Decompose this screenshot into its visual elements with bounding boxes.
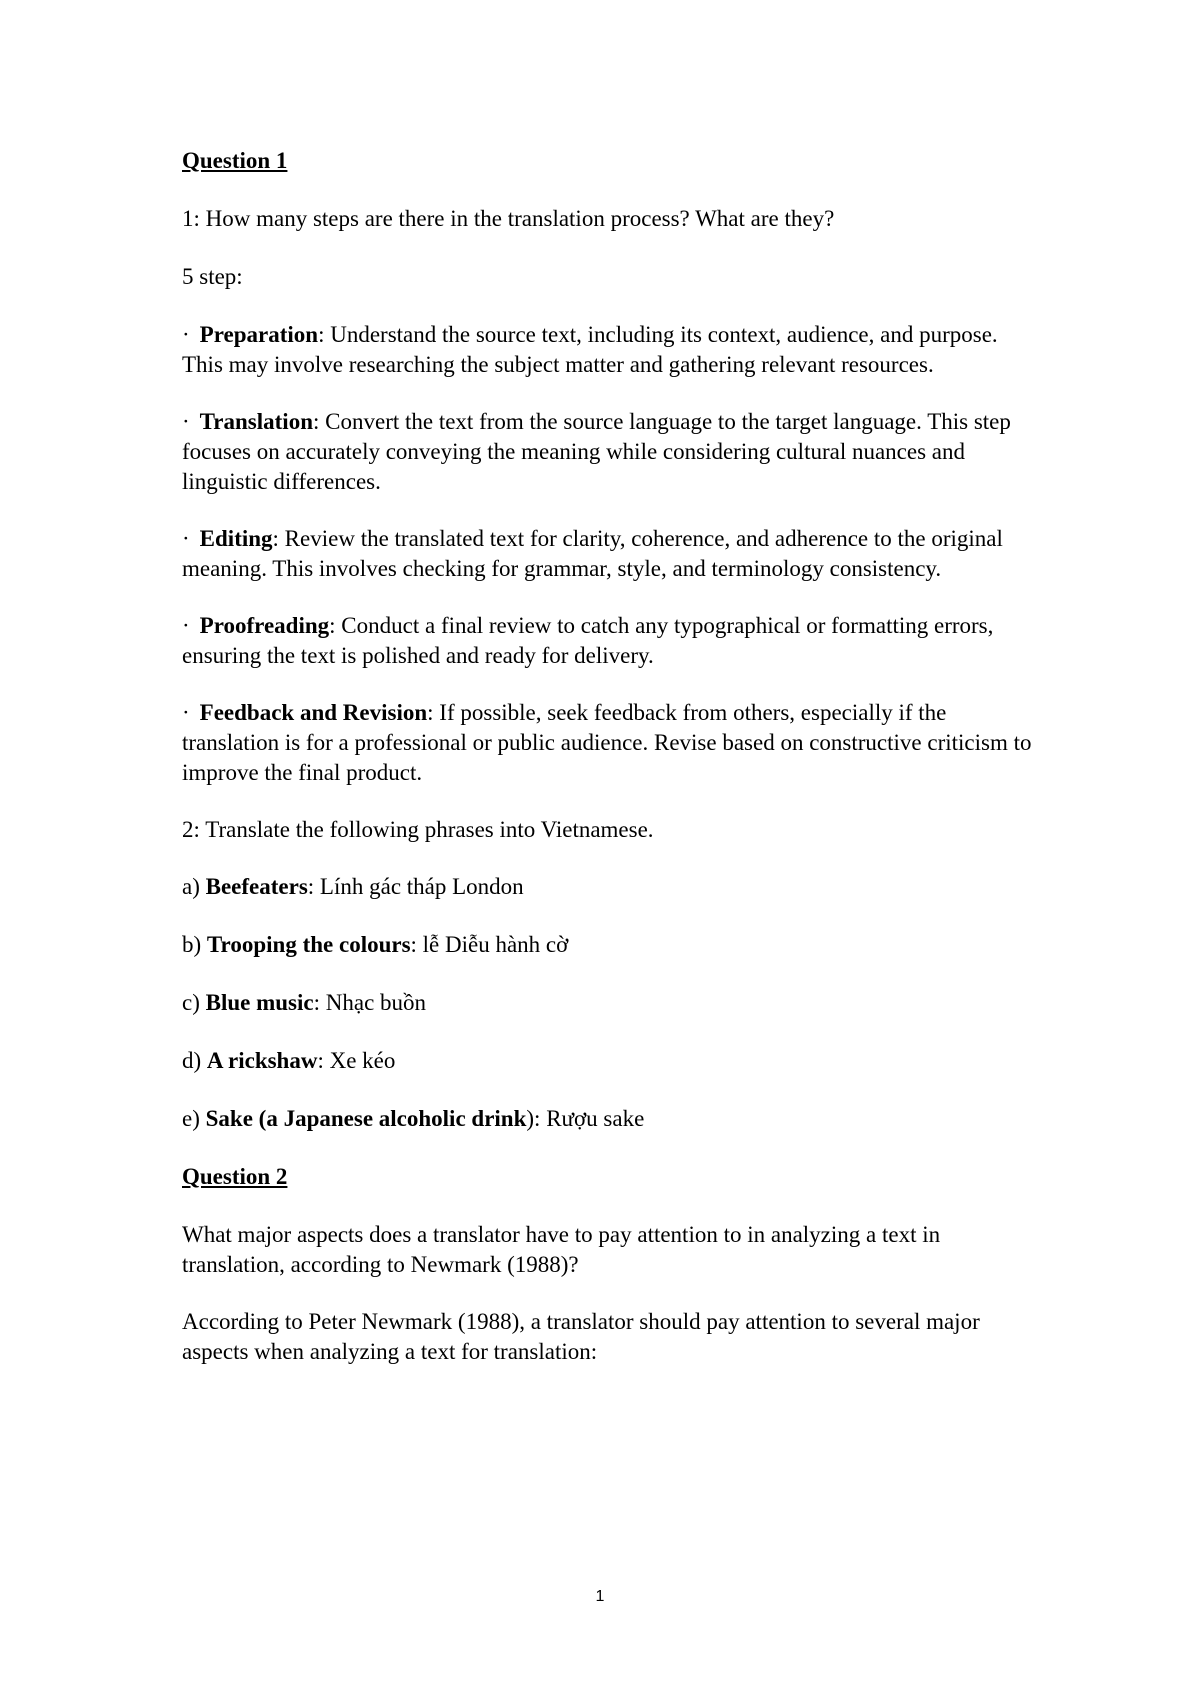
phrase-prefix: b) <box>182 932 207 957</box>
phrase-translation: : lễ Diễu hành cờ <box>410 932 569 957</box>
phrase-item <box>182 988 1042 1018</box>
phrase-term: Blue music <box>205 990 314 1015</box>
step-preparation <box>182 320 1042 380</box>
step-editing <box>182 524 1042 584</box>
step-description: : Understand the source text, including its context, audience, and purpose. This may involve researching the subject matter and gathering relevant resources. <box>182 322 998 377</box>
step-term: Proofreading <box>199 613 330 638</box>
phrase-item <box>182 1104 1042 1134</box>
bullet-icon: · <box>182 409 190 434</box>
document-body <box>182 146 1042 1367</box>
step-count: 5 step: <box>182 264 243 289</box>
step-description: : Convert the text from the source language to the target language. This step focuses on accurately conveying the meaning while considering cultural nuances and linguistic differences. <box>182 409 1011 494</box>
phrase-prefix: e) <box>182 1106 206 1131</box>
step-translation <box>182 407 1042 497</box>
phrase-term: Beefeaters <box>205 874 308 899</box>
step-description: : If possible, seek feedback from others, especially if the translation is for a professional or public audience. Revise based on constructive criticism to improve the final product. <box>182 700 1032 785</box>
question-2-heading: Question 2 <box>182 1164 288 1189</box>
phrase-prefix: d) <box>182 1048 207 1073</box>
bullet-icon: · <box>182 700 190 725</box>
step-term: Feedback and Revision <box>199 700 428 725</box>
phrase-prefix: c) <box>182 990 206 1015</box>
question-1-heading: Question 1 <box>182 148 288 173</box>
phrase-translation: : Nhạc buồn <box>313 990 427 1015</box>
step-proofreading <box>182 611 1042 671</box>
phrase-term: A rickshaw <box>206 1048 318 1073</box>
phrase-item <box>182 1046 1042 1076</box>
phrase-translation: : Xe kéo <box>317 1048 396 1073</box>
phrase-prefix: a) <box>182 874 206 899</box>
question-2-answer-intro: According to Peter Newmark (1988), a translator should pay attention to several major aspects when analyzing a text for translation: <box>182 1309 980 1364</box>
question-1-prompt: 1: How many steps are there in the translation process? What are they? <box>182 206 835 231</box>
question-2-prompt: What major aspects does a translator have to pay attention to in analyzing a text in translation, according to Newmark (1988)? <box>182 1222 941 1277</box>
translate-prompt: 2: Translate the following phrases into Vietnamese. <box>182 817 654 842</box>
step-term: Preparation <box>199 322 319 347</box>
phrase-item <box>182 930 1042 960</box>
phrase-translation: : Lính gác tháp London <box>307 874 524 899</box>
phrase-item <box>182 872 1042 902</box>
step-description: : Conduct a final review to catch any typographical or formatting errors, ensuring the text is polished and ready for delivery. <box>182 613 994 668</box>
bullet-icon: · <box>182 613 190 638</box>
step-term: Translation <box>199 409 313 434</box>
bullet-icon: · <box>182 526 190 551</box>
phrase-term: Trooping the colours <box>206 932 411 957</box>
phrase-term: Sake (a Japanese alcoholic drink <box>205 1106 527 1131</box>
step-description: : Review the translated text for clarity, coherence, and adherence to the original meaning. This involves checking for grammar, style, and terminology consistency. <box>182 526 1003 581</box>
step-term: Editing <box>199 526 273 551</box>
page-number: 1 <box>595 1588 605 1605</box>
phrase-translation: ): Rượu sake <box>526 1106 645 1131</box>
step-feedback-revision <box>182 698 1042 788</box>
bullet-icon: · <box>182 322 190 347</box>
